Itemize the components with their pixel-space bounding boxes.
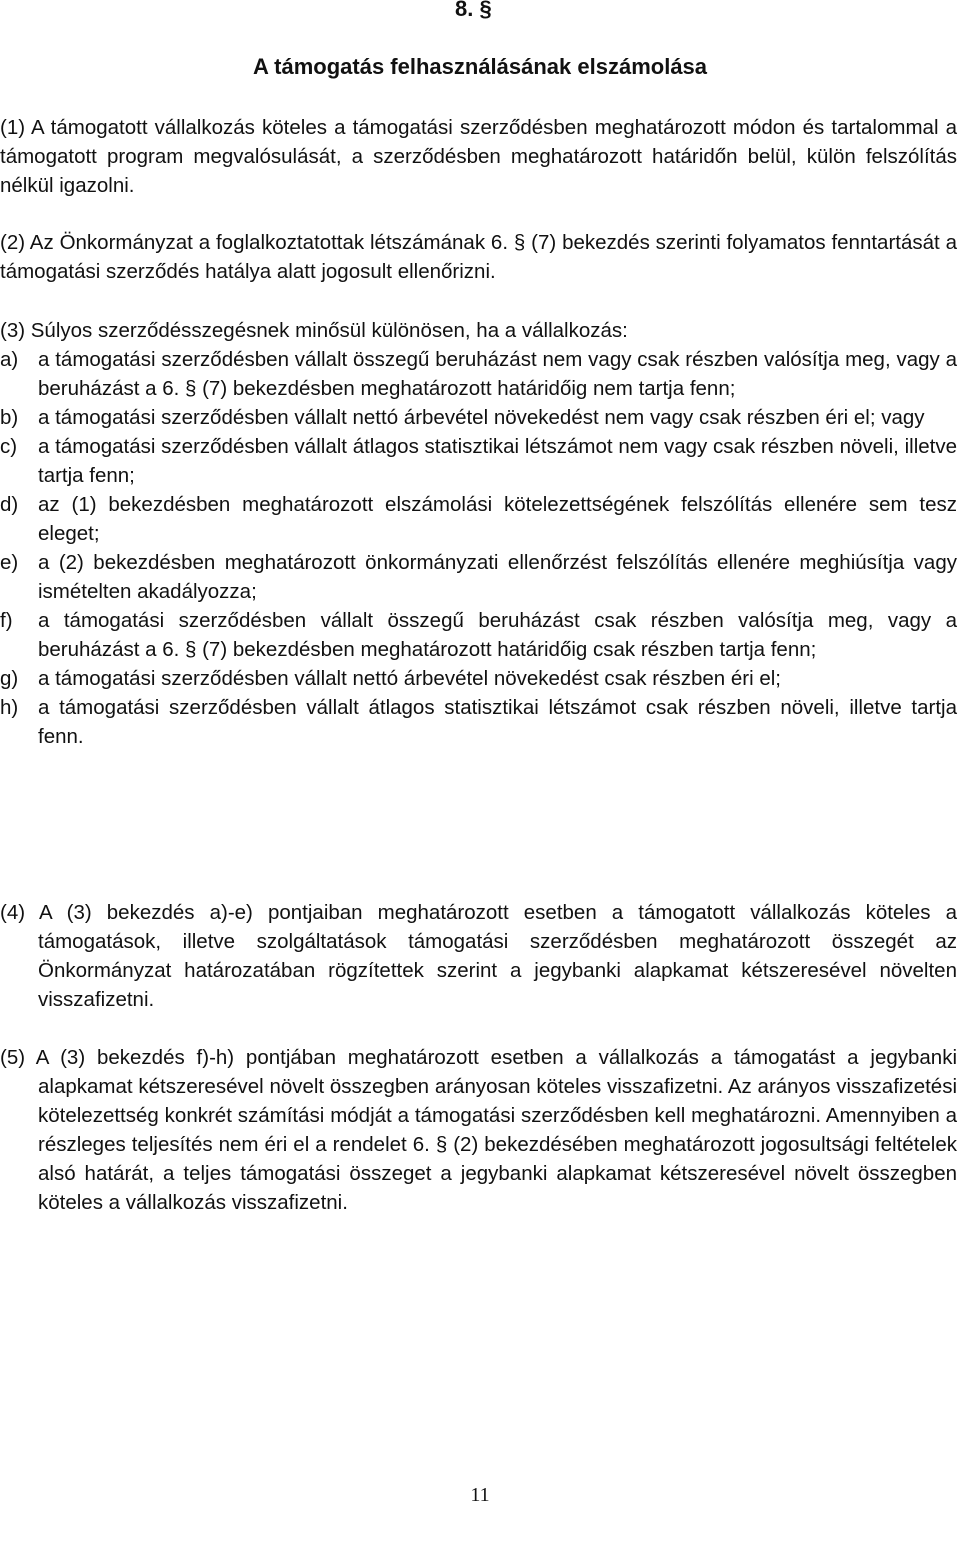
paragraph-4-lead: (4): [0, 901, 40, 924]
paragraph-1: (1) A támogatott vállalkozás köteles a támogatási szerződésben meghatározott módon és tartalommal a támogatott program megvalósulását, a szerződésben meghatározott határidőn belül, külön felszólítás nélkül igazolni.: [0, 116, 957, 197]
list-item-label: a): [0, 348, 19, 371]
list-item-h: [0, 693, 957, 751]
list-item-label: g): [0, 667, 19, 690]
list-item-text: a támogatási szerződésben vállalt összegű beruházást nem vagy csak részben valósítja meg, vagy a beruházást a 6. § (7) bekezdésben meghatározott határidőig nem tartja fenn;: [38, 348, 957, 400]
list-item-text: a támogatási szerződésben vállalt átlagos statisztikai létszámot csak részben növeli, illetve tartja fenn.: [38, 696, 957, 748]
list-item-f: [0, 606, 957, 664]
list-item-label: d): [0, 493, 19, 516]
list-item-e: [0, 548, 957, 606]
paragraph-2: (2) Az Önkormányzat a foglalkoztatottak létszámának 6. § (7) bekezdés szerinti folyamatos fenntartását a támogatási szerződés hatálya alatt jogosult ellenőrizni.: [0, 231, 957, 283]
list-item-text: a támogatási szerződésben vállalt nettó árbevétel növekedést nem vagy csak részben éri el; vagy: [38, 406, 925, 429]
list-item-label: e): [0, 551, 19, 574]
paragraph-4: [0, 898, 957, 1014]
list-item-label: b): [0, 406, 19, 429]
list-item-b: [0, 403, 957, 432]
list-item-d: [0, 490, 957, 548]
paragraph-5-text: A (3) bekezdés f)-h) pontjában meghatározott esetben a vállalkozás a támogatást a jegybanki alapkamat kétszeresével növelt összegben arányosan köteles visszafizetni. Az arányos visszafizetési kötelezettség konkrét számítási módját a támogatási szerződésben kell meghatározni. Amennyiben a részleges teljesítés nem éri el a rendelet 6. § (2) bekezdésében meghatározott jogosultsági feltételek alsó határát, a teljes támogatási összeget a jegybanki alapkamat kétszeresével növelt összegben köteles a vállalkozás visszafizetni.: [35, 1046, 958, 1214]
paragraph-3-list: [0, 345, 957, 751]
page-number: 11: [470, 1484, 490, 1506]
list-item-label: c): [0, 435, 18, 458]
list-item-text: a támogatási szerződésben vállalt összegű beruházást csak részben valósítja meg, vagy a beruházást a 6. § (7) bekezdésben meghatározott határidőig csak részben tartja fenn;: [38, 609, 957, 661]
list-item-text: a támogatási szerződésben vállalt nettó árbevétel növekedést csak részben éri el;: [38, 667, 781, 690]
paragraph-5-lead: (5): [0, 1046, 36, 1069]
list-item-g: [0, 664, 957, 693]
list-item-label: h): [0, 696, 19, 719]
list-item-c: [0, 432, 957, 490]
section-number: 8. §: [455, 0, 492, 21]
paragraph-3-intro: (3) Súlyos szerződésszegésnek minősül különösen, ha a vállalkozás:: [0, 319, 628, 342]
paragraph-5: [0, 1043, 958, 1217]
list-item-label: f): [0, 609, 13, 632]
list-item-text: az (1) bekezdésben meghatározott elszámolási kötelezettségének felszólítás ellenére sem tesz eleget;: [38, 493, 957, 545]
paragraph-4-text: A (3) bekezdés a)-e) pontjaiban meghatározott esetben a támogatott vállalkozás köteles a támogatások, illetve szolgáltatások támogatási szerződésben meghatározott összegét az Önkormányzat határozatában rögzítettek szerint a jegybanki alapkamat kétszeresével növelten visszafizetni.: [38, 901, 957, 1011]
list-item-text: a támogatási szerződésben vállalt átlagos statisztikai létszámot nem vagy csak részben növeli, illetve tartja fenn;: [38, 435, 957, 487]
list-item-a: [0, 345, 957, 403]
section-heading: A támogatás felhasználásának elszámolása: [252, 54, 708, 79]
list-item-text: a (2) bekezdésben meghatározott önkormányzati ellenőrzést felszólítás ellenére meghiúsítja vagy ismételten akadályozza;: [38, 551, 957, 603]
